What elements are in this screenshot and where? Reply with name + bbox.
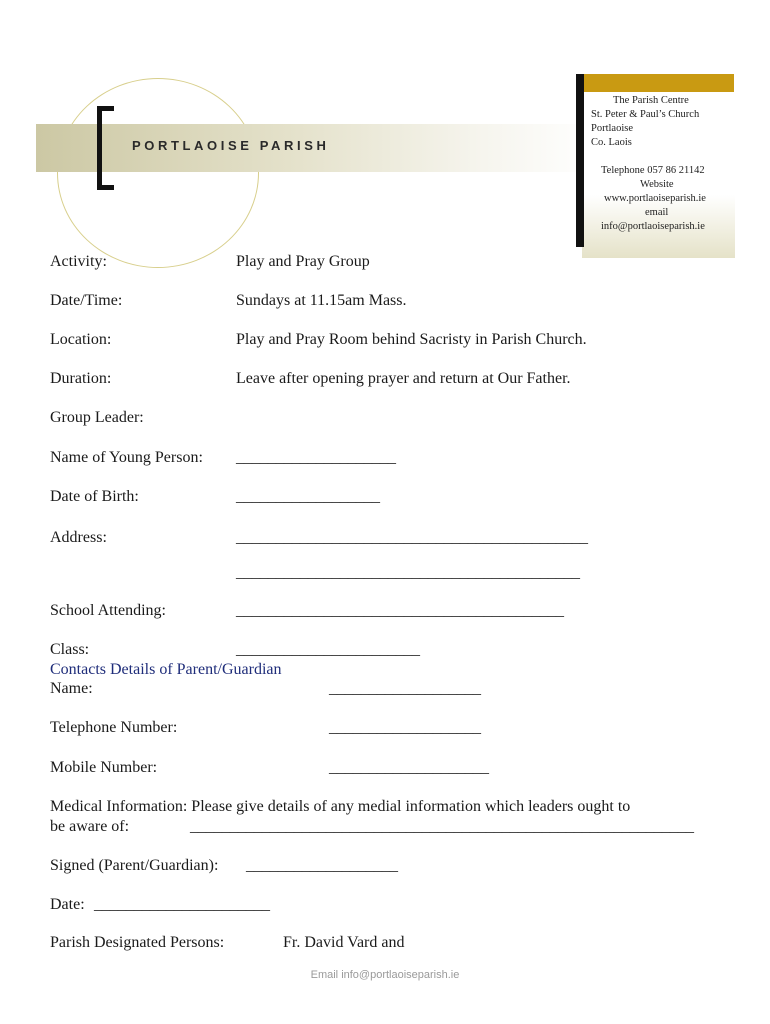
activity-value: Play and Pray Group	[236, 253, 370, 270]
class-label: Class:	[50, 641, 90, 658]
signed-label: Signed (Parent/Guardian):	[50, 857, 219, 874]
school-field[interactable]: _________________________________________	[236, 602, 564, 619]
mobile-label: Mobile Number:	[50, 759, 158, 776]
location-label: Location:	[50, 331, 112, 348]
duration-label: Duration:	[50, 370, 112, 387]
footer-email-label: Email	[310, 969, 339, 981]
activity-label: Activity:	[50, 253, 107, 270]
address-field-line-1[interactable]: ____________________________________________	[236, 529, 588, 546]
page-footer	[0, 969, 770, 981]
duration-value: Leave after opening prayer and return at Our Father.	[236, 370, 571, 387]
guardian-name-label: Name:	[50, 680, 93, 697]
datetime-label: Date/Time:	[50, 292, 123, 309]
dob-field[interactable]: __________________	[236, 488, 380, 505]
medical-info-label: be aware of:	[50, 818, 130, 835]
email-label: email	[645, 207, 669, 218]
date-label: Date:	[50, 896, 85, 913]
designated-persons-value: Fr. David Vard and	[283, 934, 405, 951]
address-field-line-2[interactable]: ___________________________________________	[236, 564, 580, 581]
website-link[interactable]: www.portlaoiseparish.ie	[604, 193, 706, 204]
header-telephone: Telephone 057 86 21142	[601, 165, 705, 176]
young-person-label: Name of Young Person:	[50, 449, 203, 466]
gold-accent-bar	[584, 74, 734, 92]
decorative-circle	[57, 78, 259, 268]
email-link[interactable]: info@portlaoiseparish.ie	[601, 221, 705, 232]
telephone-label: Telephone Number:	[50, 719, 178, 736]
footer-email[interactable]: info@portlaoiseparish.ie	[341, 969, 460, 981]
address-line-1: The Parish Centre	[613, 95, 689, 106]
parish-name: PORTLAOISE PARISH	[132, 138, 330, 153]
guardian-name-field[interactable]: ___________________	[329, 680, 481, 697]
location-value: Play and Pray Room behind Sacristy in Parish Church.	[236, 331, 587, 348]
group-leader-label: Group Leader:	[50, 409, 144, 426]
dob-label: Date of Birth:	[50, 488, 139, 505]
bracket-logo-mark	[97, 106, 114, 190]
medical-info-field[interactable]: _______________________________________________________________	[190, 818, 694, 835]
young-person-field[interactable]: ____________________	[236, 449, 396, 466]
address-label: Address:	[50, 529, 107, 546]
contacts-heading: Contacts Details of Parent/Guardian	[50, 661, 282, 678]
mobile-field[interactable]: ____________________	[329, 759, 489, 776]
signature-field[interactable]: ___________________	[246, 857, 398, 874]
medical-info-text: Medical Information: Please give details of any medial information which leaders ought to	[50, 798, 631, 815]
website-label: Website	[640, 179, 674, 190]
black-vertical-bar	[576, 74, 584, 247]
address-line-2: St. Peter & Paul’s Church	[591, 109, 700, 120]
school-label: School Attending:	[50, 602, 166, 619]
designated-persons-label: Parish Designated Persons:	[50, 934, 225, 951]
class-field[interactable]: _______________________	[236, 641, 420, 658]
address-line-3: Portlaoise	[591, 123, 633, 134]
address-line-4: Co. Laois	[591, 137, 632, 148]
datetime-value: Sundays at 11.15am Mass.	[236, 292, 407, 309]
telephone-field[interactable]: ___________________	[329, 719, 481, 736]
date-field[interactable]: ______________________	[94, 896, 270, 913]
